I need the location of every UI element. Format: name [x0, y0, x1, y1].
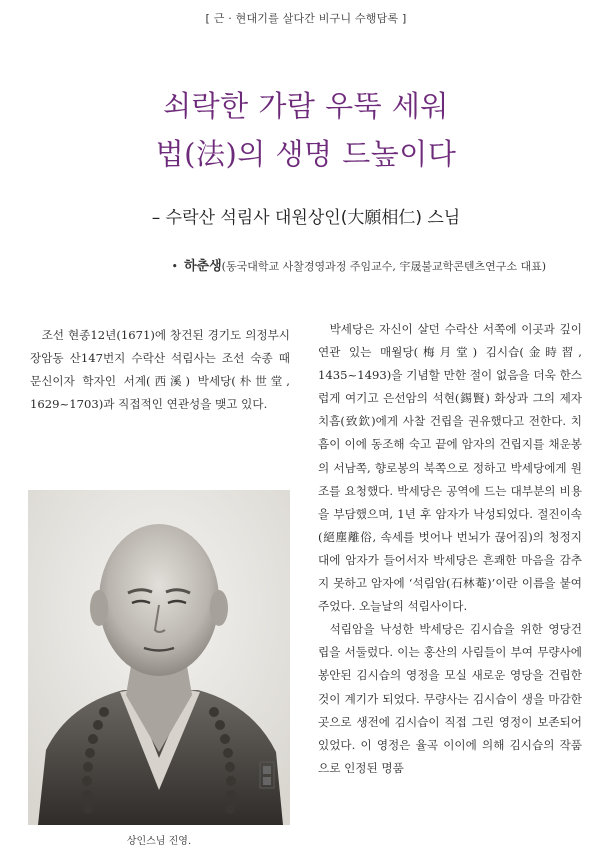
series-header: [ 근 · 현대기를 살다간 비구니 수행담록 ]	[205, 12, 407, 25]
portrait-photo	[28, 490, 290, 825]
author-byline	[171, 255, 546, 274]
article-subtitle: – 수락산 석림사 대원상인(大願相仁) 스님	[151, 208, 461, 228]
body-paragraph: 박세당은 자신이 살던 수락산 서쪽에 이곳과 깊이 연관 있는 매월당(梅月堂) 김시습(金時習, 1435~1493)을 기념할 만한 절이 없음을 더욱 한스럽게 여기고 은선암의 석현(錫賢) 화상과 그의 제자 치흠(致欽)에게 사찰 건립을 권유했다고 전한다. 치흠이 이에 동조해 숙고 끝에 암자의 건립지를 채운봉의 서남쪽, 향로봉의 북쪽으로 정하고 박세당에게 원조를 요청했다. 박세당은 공역에 드는 대부분의 비용을 부담했으며, 1년 후 암자가 낙성되었다. 절진이속(絕塵離俗, 속세를 벗어나 번뇌가 끊어짐)의 청정지대에 암자가 들어서자 박세당은 흔쾌한 마음을 감추지 못하고 암자에 ‘석림암(石林菴)’이란 이름을 붙여주었다. 오늘날의 석림사이다.	[318, 322, 582, 614]
right-column	[318, 318, 582, 780]
left-column	[30, 324, 290, 416]
body-paragraph: 조선 현종12년(1671)에 창건된 경기도 의정부시 장암동 산147번지 수락산 석림사는 조선 숙종 때 문신이자 학자인 서계(西溪) 박세당(朴世堂, 1629~1703)과 직접적인 연관성을 맺고 있다.	[30, 328, 290, 412]
author-affiliation: (동국대학교 사찰경영과정 주임교수, 宇晟불교학콘텐츠연구소 대표)	[221, 260, 546, 273]
monk-portrait-image	[28, 490, 290, 825]
bullet-icon: •	[171, 260, 178, 273]
author-name: 하춘생	[183, 259, 222, 274]
article-title-line-2: 법(法)의 생명 드높이다	[155, 137, 457, 171]
article-title-line-1: 쇠락한 가람 우뚝 세워	[163, 89, 449, 123]
photo-caption: 상인스님 진영.	[126, 836, 192, 847]
body-paragraph: 석림암을 낙성한 박세당은 김시습을 위한 영당건립을 서둘렀다. 이는 홍산의 사림들이 부여 무량사에 봉안된 김시습의 영정을 모실 새로운 영당을 건립한 것이 계기가 되었다. 무량사는 김시습이 생을 마감한 곳으로 생전에 김시습이 직접 그린 영정이 보존되어 있었다. 이 영정은 율곡 이이에 의해 김시습의 작품으로 인정된 명품	[318, 622, 582, 775]
